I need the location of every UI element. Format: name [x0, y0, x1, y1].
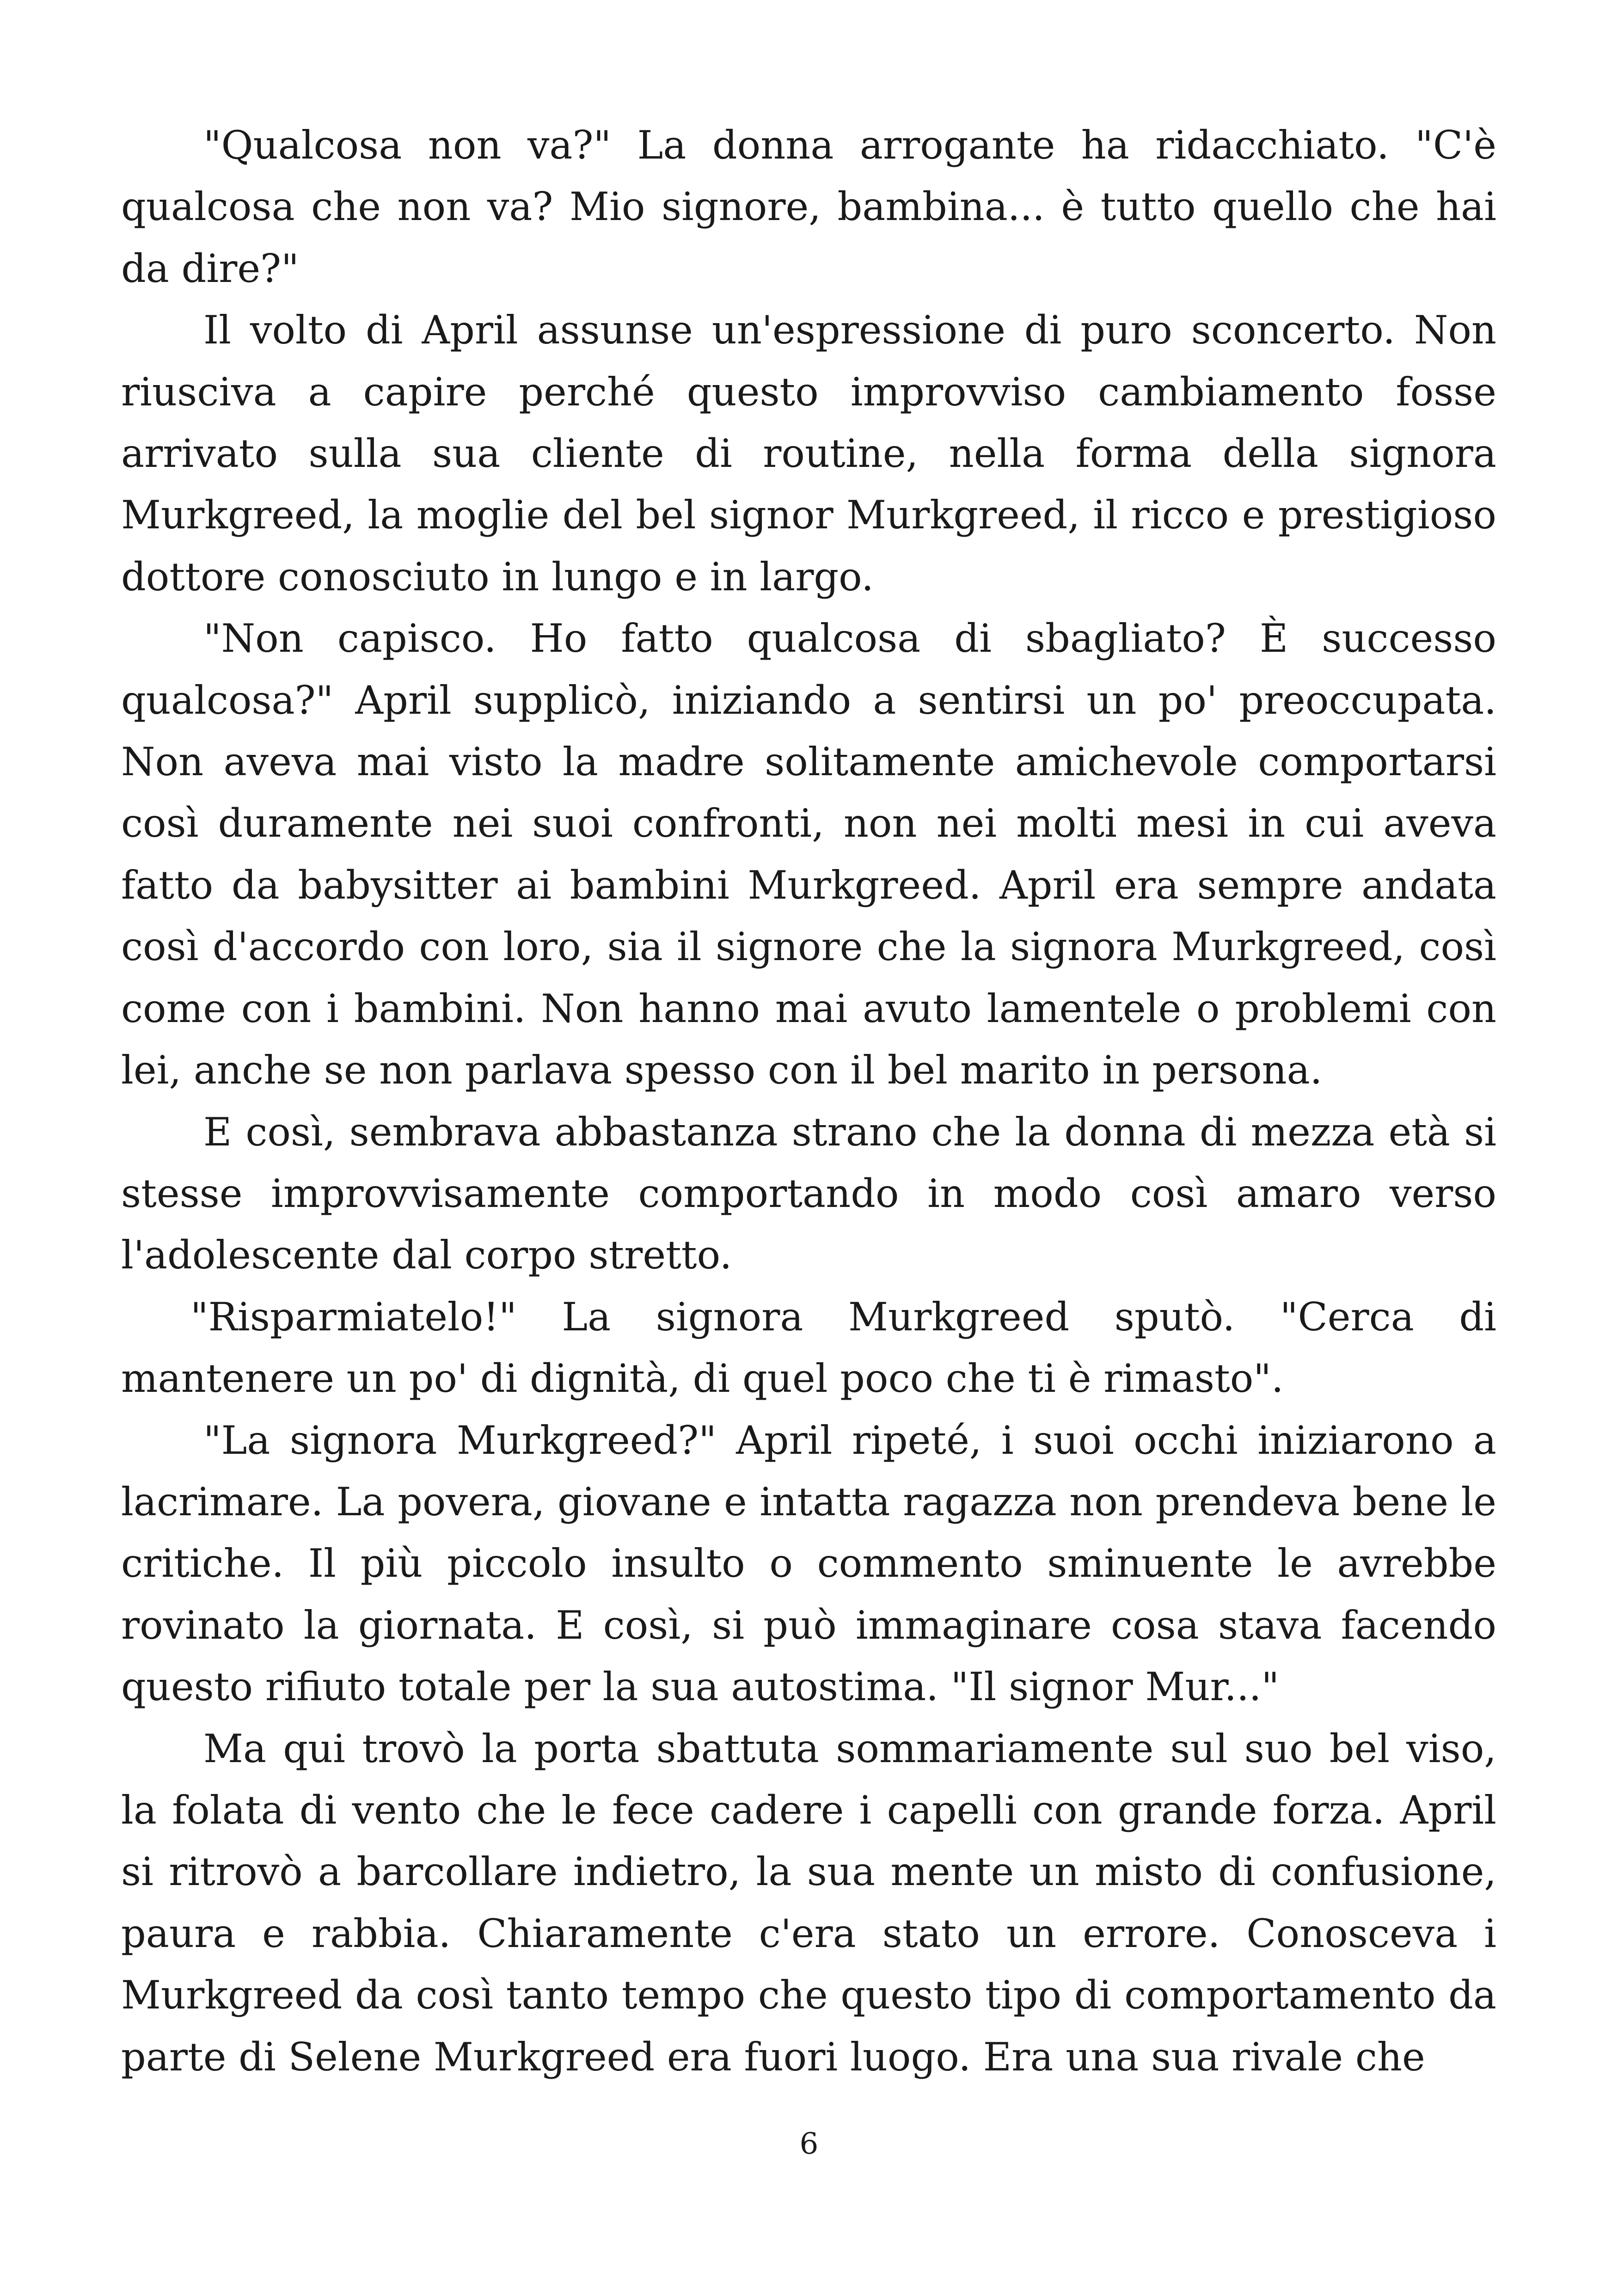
paragraph: "Qualcosa non va?" La donna arrogante ha ridacchiato. "C'è qualcosa che non va? Mio signore, bambina... è tutto quello che hai da dire?" [121, 122, 1496, 291]
paragraph: "Risparmiatelo!" La signora Murkgreed sputò. "Cerca di mantenere un po' di dignità, di quel poco che ti è rimasto". [121, 1294, 1496, 1402]
paragraph: Il volto di April assunse un'espressione di puro sconcerto. Non riusciva a capire perché questo improvviso cambiamento fosse arrivato sulla sua cliente di routine, nella forma della signora Murkgreed, la moglie del bel signor Murkgreed, il ricco e prestigioso dottore conosciuto in lungo e in largo. [121, 307, 1496, 600]
page-number: 6 [799, 2127, 819, 2161]
paragraph: "La signora Murkgreed?" April ripeté, i suoi occhi iniziarono a lacrimare. La povera, giovane e intatta ragazza non prendeva bene le critiche. Il più piccolo insulto o commento sminuente le avrebbe rovinato la giornata. E così, si può immaginare cosa stava facendo questo rifiuto totale per la sua autostima. "Il signor Mur..." [121, 1417, 1496, 1710]
body-text [121, 115, 1496, 2088]
paragraph: "Non capisco. Ho fatto qualcosa di sbagliato? È successo qualcosa?" April supplicò, iniziando a sentirsi un po' preoccupata. Non aveva mai visto la madre solitamente amichevole comportarsi così duramente nei suoi confronti, non nei molti mesi in cui aveva fatto da babysitter ai bambini Murkgreed. April era sempre andata così d'accordo con loro, sia il signore che la signora Murkgreed, così come con i bambini. Non hanno mai avuto lamentele o problemi con lei, anche se non parlava spesso con il bel marito in persona. [121, 616, 1496, 1093]
paragraph: E così, sembrava abbastanza strano che la donna di mezza età si stesse improvvisamente comportando in modo così amaro verso l'adolescente dal corpo stretto. [121, 1109, 1496, 1278]
paragraph: Ma qui trovò la porta sbattuta sommariamente sul suo bel viso, la folata di vento che le fece cadere i capelli con grande forza. April si ritrovò a barcollare indietro, la sua mente un misto di confusione, paura e rabbia. Chiaramente c'era stato un errore. Conosceva i Murkgreed da così tanto tempo che questo tipo di comportamento da parte di Selene Murkgreed era fuori luogo. Era una sua rivale che [121, 1726, 1496, 2080]
